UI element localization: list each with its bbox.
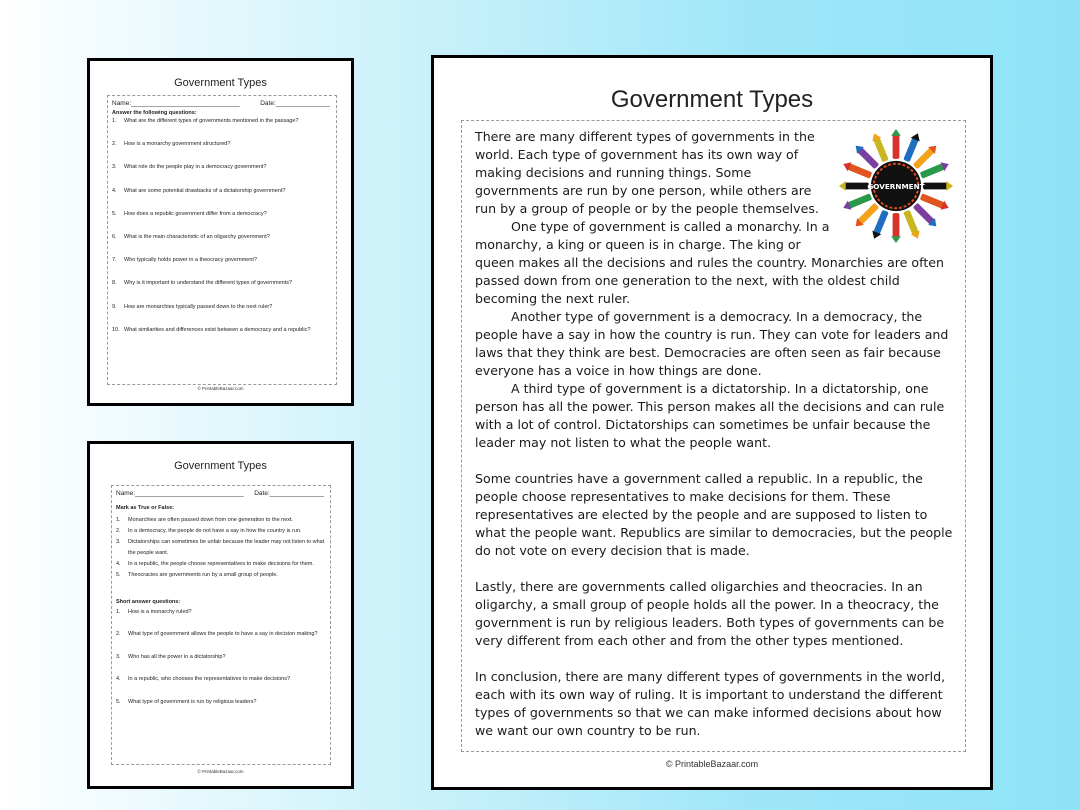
list-item: 7. Who typically holds power in a theocracy government? [112, 257, 257, 264]
worksheet-questions-page [87, 58, 354, 406]
name-field: Name:______________________________ [116, 490, 244, 497]
list-item: 4. In a republic, who chooses the representatives to make decisions? [116, 676, 291, 683]
list-item: 1. How is a monarchy ruled? [116, 609, 192, 615]
emblem-label: GOVERNMENT [867, 181, 925, 191]
list-item: 9. How are monarchies typically passed down to the next ruler? [112, 303, 273, 310]
page-title: Government Types [174, 77, 267, 89]
copyright-footer: © PrintableBazaar.com [197, 386, 244, 391]
date-field: Date:_______________ [254, 490, 324, 497]
list-item: 10. What similarities and differences exist between a democracy and a republic? [112, 326, 311, 333]
list-item: 5. What type of government is run by religious leaders? [116, 698, 257, 705]
true-false-heading: Mark as True or False: [116, 505, 175, 511]
paragraph: There are many different types of governments in the world. Each type of government has its own way of making decisions and running things. Some governments are run by one person, while others are run by a group of people or by the people themselves. [475, 129, 819, 216]
paragraph: A third type of government is a dictatorship. In a dictatorship, one person has all the power. This person makes all the decisions and can rule with a lot of control. Dictatorships can sometimes be unfair because the leader may not listen to what the people want. [475, 381, 945, 450]
paragraph: Another type of government is a democracy. In a democracy, the people have a say in how the country is run. They can vote for leaders and laws that they think are best. Democracies are often seen as fair because everyone has a voice in how things are done. [475, 309, 949, 378]
true-false-list [112, 511, 330, 581]
instructions: Answer the following questions: [112, 110, 197, 116]
list-item: 3. What role do the people play in a democracy government? [112, 164, 267, 171]
copyright-footer: © PrintableBazaar.com [197, 769, 244, 774]
name-field: Name:______________________________ [112, 100, 240, 107]
list-item: 5. Theocracies are governments run by a small group of people. [116, 572, 278, 578]
copyright-footer: © PrintableBazaar.com [665, 759, 759, 769]
list-item: 1. What are the different types of governments mentioned in the passage? [112, 118, 299, 124]
list-item: 5. How does a republic government differ from a democracy? [112, 210, 267, 217]
passage-border [461, 120, 966, 752]
list-item: 6. What is the main characteristic of an oligarchy government? [112, 233, 270, 240]
reading-passage-page [431, 55, 993, 790]
list-item: 8. Why is it important to understand the different types of governments? [112, 280, 293, 287]
short-answer-list [112, 605, 330, 717]
date-field: Date:_______________ [260, 100, 330, 107]
worksheet-border [107, 95, 337, 385]
list-item: 3. Who has all the power in a dictatorship? [116, 653, 226, 660]
list-item: 2. What type of government allows the people to have a say in decision making? [116, 631, 318, 638]
worksheet-border [111, 485, 331, 765]
list-item: 2. In a democracy, the people do not have a say in how the country is run. [116, 528, 302, 534]
short-answer-heading: Short answer questions: [116, 599, 181, 605]
page-title: Government Types [610, 86, 814, 113]
government-emblem-icon [837, 128, 955, 244]
list-item: 2. How is a monarchy government structured? [112, 141, 231, 148]
passage-text [475, 128, 955, 740]
list-item: 3. Dictatorships can sometimes be unfair because the leader may not listen to what the people want. [116, 539, 325, 556]
worksheet-true-false-page [87, 441, 354, 789]
paragraph: In conclusion, there are many different types of governments in the world, each with its own way of ruling. It is important to understand the different types of governments so that we can make informed decisions about how we want our own country to be run. [475, 669, 946, 738]
list-item: 4. What are some potential drawbacks of a dictatorship government? [112, 187, 286, 194]
list-item: 4. In a republic, the people choose representatives to make decisions for them. [116, 561, 314, 567]
list-item: 1. Monarchies are often passed down from one generation to the next. [116, 517, 294, 523]
paragraph: Some countries have a government called a republic. In a republic, the people choose representatives to make decisions for them. These representatives are elected by the people and are supposed to listen to what the people want. Republics are similar to democracies, but the people do not vote on every decision that is made. [475, 471, 953, 558]
question-list [108, 116, 336, 348]
paragraph: Lastly, there are governments called oligarchies and theocracies. In an oligarchy, a small group of people holds all the power. In a theocracy, the government is run by religious leaders. Both types of governments can be very different from each other and from the other types mentioned. [475, 579, 945, 648]
page-title: Government Types [174, 460, 267, 472]
paragraph: One type of government is called a monarchy. In a monarchy, a king or queen is in charge. The king or queen makes all the decisions and rules the country. Monarchies are often passed down from one generation to the next, with the oldest child becoming the next ruler. [475, 219, 945, 306]
